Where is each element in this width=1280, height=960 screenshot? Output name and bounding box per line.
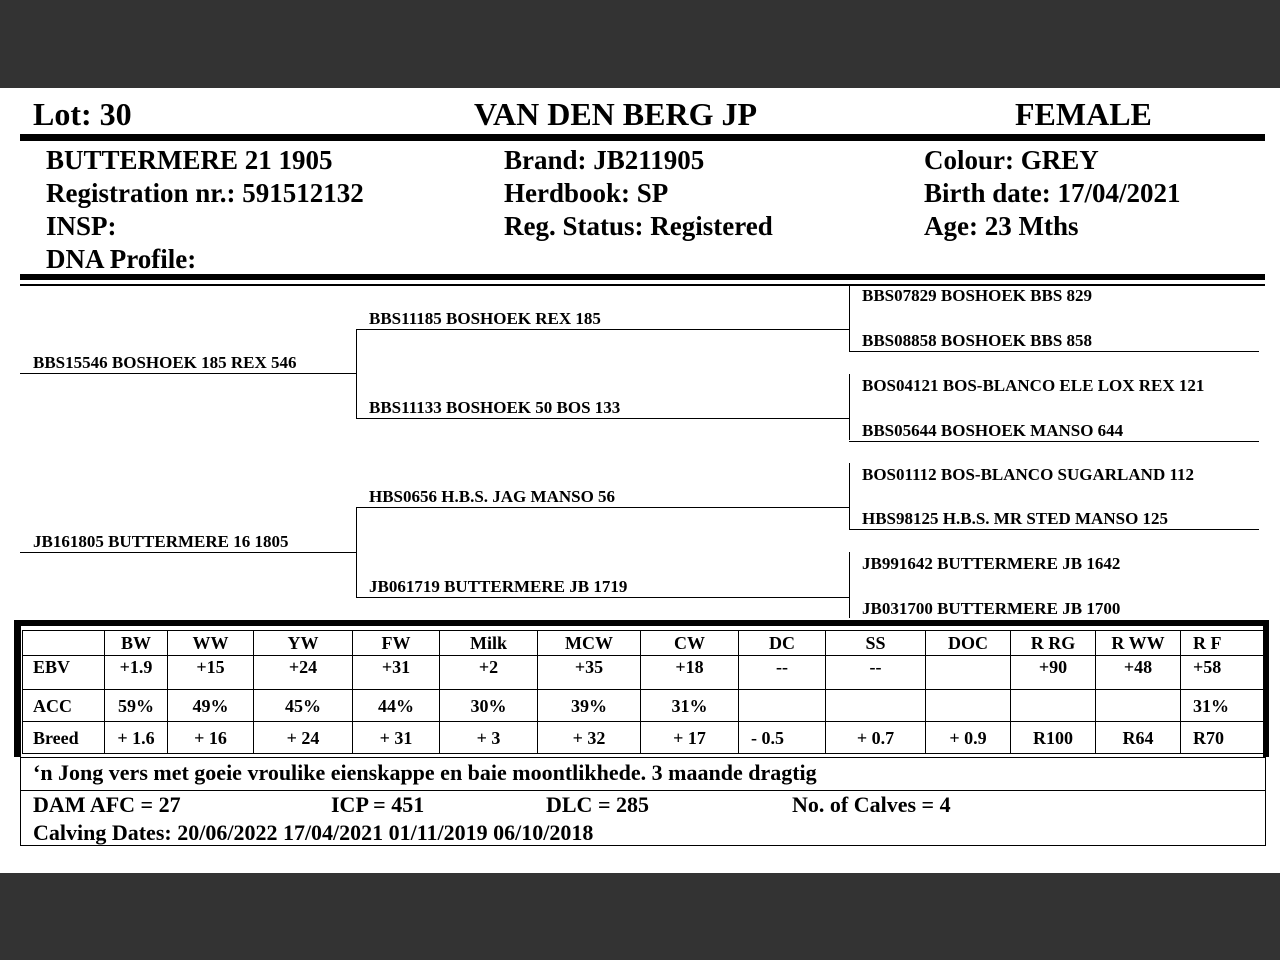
pedigree-gg-7: JB991642 BUTTERMERE JB 1642 <box>862 554 1121 573</box>
sd-line <box>356 418 850 419</box>
animal-name: BUTTERMERE 21 1905 <box>46 145 333 175</box>
dam-dlc: DLC = 285 <box>546 792 649 817</box>
acc-row-label: ACC <box>23 690 105 722</box>
sire-bracket <box>356 329 357 419</box>
pedigree-gg-8: JB031700 BUTTERMERE JB 1700 <box>862 599 1121 618</box>
acc-cell: 49% <box>168 690 254 722</box>
ss-line <box>356 329 850 330</box>
ebv-cell: +18 <box>641 656 739 690</box>
breed-cell: + 1.6 <box>105 722 168 754</box>
animal-sex: FEMALE <box>1015 96 1152 132</box>
breed-cell: R64 <box>1096 722 1181 754</box>
ebv-table <box>22 630 1265 754</box>
ds-line <box>356 507 850 508</box>
pedigree-gg-5: BOS01112 BOS-BLANCO SUGARLAND 112 <box>862 465 1195 484</box>
pedigree-gg-1: BBS07829 BOSHOEK BBS 829 <box>862 286 1093 305</box>
ebv-header-cell: SS <box>826 631 926 656</box>
ebv-header-cell: R WW <box>1096 631 1181 656</box>
breed-cell: + 32 <box>538 722 641 754</box>
ebv-cell: -- <box>739 656 826 690</box>
gg2-line <box>849 351 1259 352</box>
lot-number: Lot: 30 <box>33 96 132 132</box>
ebv-header-cell: DC <box>739 631 826 656</box>
pedigree-gg-2: BBS08858 BOSHOEK BBS 858 <box>862 331 1093 350</box>
dam-afc: DAM AFC = 27 <box>33 792 181 817</box>
pedigree-dam: JB161805 BUTTERMERE 16 1805 <box>33 532 289 551</box>
dam-icp: ICP = 451 <box>331 792 425 817</box>
ebv-header-cell: BW <box>105 631 168 656</box>
breed-cell: + 24 <box>254 722 353 754</box>
ebv-header-cell: R RG <box>1011 631 1096 656</box>
breed-row-label: Breed <box>23 722 105 754</box>
herdbook: Herdbook: SP <box>504 178 669 208</box>
breed-cell: R100 <box>1011 722 1096 754</box>
dd-bracket <box>849 552 850 618</box>
header-divider <box>20 134 1265 141</box>
breed-cell: + 0.7 <box>826 722 926 754</box>
breeder-name: VAN DEN BERG JP <box>474 96 757 132</box>
acc-cell <box>739 690 826 722</box>
ds-bracket <box>849 463 850 529</box>
colour: Colour: GREY <box>924 145 1099 175</box>
breed-cell: + 3 <box>440 722 538 754</box>
pedigree-gg-3: BOS04121 BOS-BLANCO ELE LOX REX 121 <box>862 376 1205 395</box>
breed-cell: R70 <box>1181 722 1265 754</box>
acc-cell: 30% <box>440 690 538 722</box>
ebv-cell: +90 <box>1011 656 1096 690</box>
comment-text: ‘n Jong vers met goeie vroulike eienskappe en baie moontlikhede. 3 maande dragtig <box>33 760 817 785</box>
ebv-cell: +24 <box>254 656 353 690</box>
breed-cell: + 31 <box>353 722 440 754</box>
acc-cell: 39% <box>538 690 641 722</box>
ebv-cell <box>926 656 1011 690</box>
pedigree-sire-dam: BBS11133 BOSHOEK 50 BOS 133 <box>369 398 621 417</box>
ebv-header-row <box>23 631 1265 656</box>
ebv-header-cell: R F <box>1181 631 1265 656</box>
pedigree-gg-4: BBS05644 BOSHOEK MANSO 644 <box>862 421 1124 440</box>
info-divider-thick <box>20 274 1265 280</box>
reg-status: Reg. Status: Registered <box>504 211 773 241</box>
ebv-cell: +15 <box>168 656 254 690</box>
gg4-line <box>849 441 1259 442</box>
breed-cell: + 17 <box>641 722 739 754</box>
acc-cell <box>1011 690 1096 722</box>
sd-bracket <box>849 374 850 440</box>
ebv-cell: +48 <box>1096 656 1181 690</box>
gg6-line <box>849 529 1259 530</box>
ebv-row <box>23 656 1265 690</box>
breed-row <box>23 722 1265 754</box>
acc-cell: 45% <box>254 690 353 722</box>
insp-label: INSP: <box>46 211 117 241</box>
ss-bracket <box>849 286 850 352</box>
pedigree-gg-6: HBS98125 H.B.S. MR STED MANSO 125 <box>862 509 1169 528</box>
acc-cell: 31% <box>641 690 739 722</box>
age: Age: 23 Mths <box>924 211 1079 241</box>
dna-profile-label: DNA Profile: <box>46 244 197 274</box>
ebv-cell: +58 <box>1181 656 1265 690</box>
acc-cell <box>1096 690 1181 722</box>
breed-cell: + 0.9 <box>926 722 1011 754</box>
ebv-header-cell: Milk <box>440 631 538 656</box>
ebv-cell: +2 <box>440 656 538 690</box>
bottom-dark-band <box>0 873 1280 960</box>
ebv-cell: +31 <box>353 656 440 690</box>
breed-cell: + 16 <box>168 722 254 754</box>
acc-cell: 31% <box>1181 690 1265 722</box>
calving-dates: Calving Dates: 20/06/2022 17/04/2021 01/11/2019 06/10/2018 <box>33 820 594 845</box>
dam-calves: No. of Calves = 4 <box>792 792 951 817</box>
pedigree-dam-dam: JB061719 BUTTERMERE JB 1719 <box>369 577 628 596</box>
ebv-header-cell: WW <box>168 631 254 656</box>
sire-line <box>20 373 357 374</box>
ebv-cell: -- <box>826 656 926 690</box>
acc-row <box>23 690 1265 722</box>
dam-line <box>20 552 357 553</box>
pedigree-sire: BBS15546 BOSHOEK 185 REX 546 <box>33 353 297 372</box>
ebv-header-cell: YW <box>254 631 353 656</box>
dam-bracket <box>356 508 357 598</box>
ebv-table-left-border <box>14 620 21 757</box>
pedigree-sire-sire: BBS11185 BOSHOEK REX 185 <box>369 309 601 328</box>
ebv-header-cell: DOC <box>926 631 1011 656</box>
ebv-table-top-border <box>14 620 1269 626</box>
birth-date: Birth date: 17/04/2021 <box>924 178 1181 208</box>
ebv-header-cell <box>23 631 105 656</box>
top-dark-band <box>0 0 1280 88</box>
acc-cell: 59% <box>105 690 168 722</box>
ebv-cell: +1.9 <box>105 656 168 690</box>
registration-number: Registration nr.: 591512132 <box>46 178 364 208</box>
breed-cell: - 0.5 <box>739 722 826 754</box>
brand: Brand: JB211905 <box>504 145 705 175</box>
ebv-cell: +35 <box>538 656 641 690</box>
pedigree-dam-sire: HBS0656 H.B.S. JAG MANSO 56 <box>369 487 616 506</box>
ebv-header-cell: MCW <box>538 631 641 656</box>
acc-cell <box>826 690 926 722</box>
ebv-header-cell: CW <box>641 631 739 656</box>
acc-cell <box>926 690 1011 722</box>
dd-line <box>356 597 850 598</box>
ebv-header-cell: FW <box>353 631 440 656</box>
acc-cell: 44% <box>353 690 440 722</box>
ebv-row-label: EBV <box>23 656 105 690</box>
